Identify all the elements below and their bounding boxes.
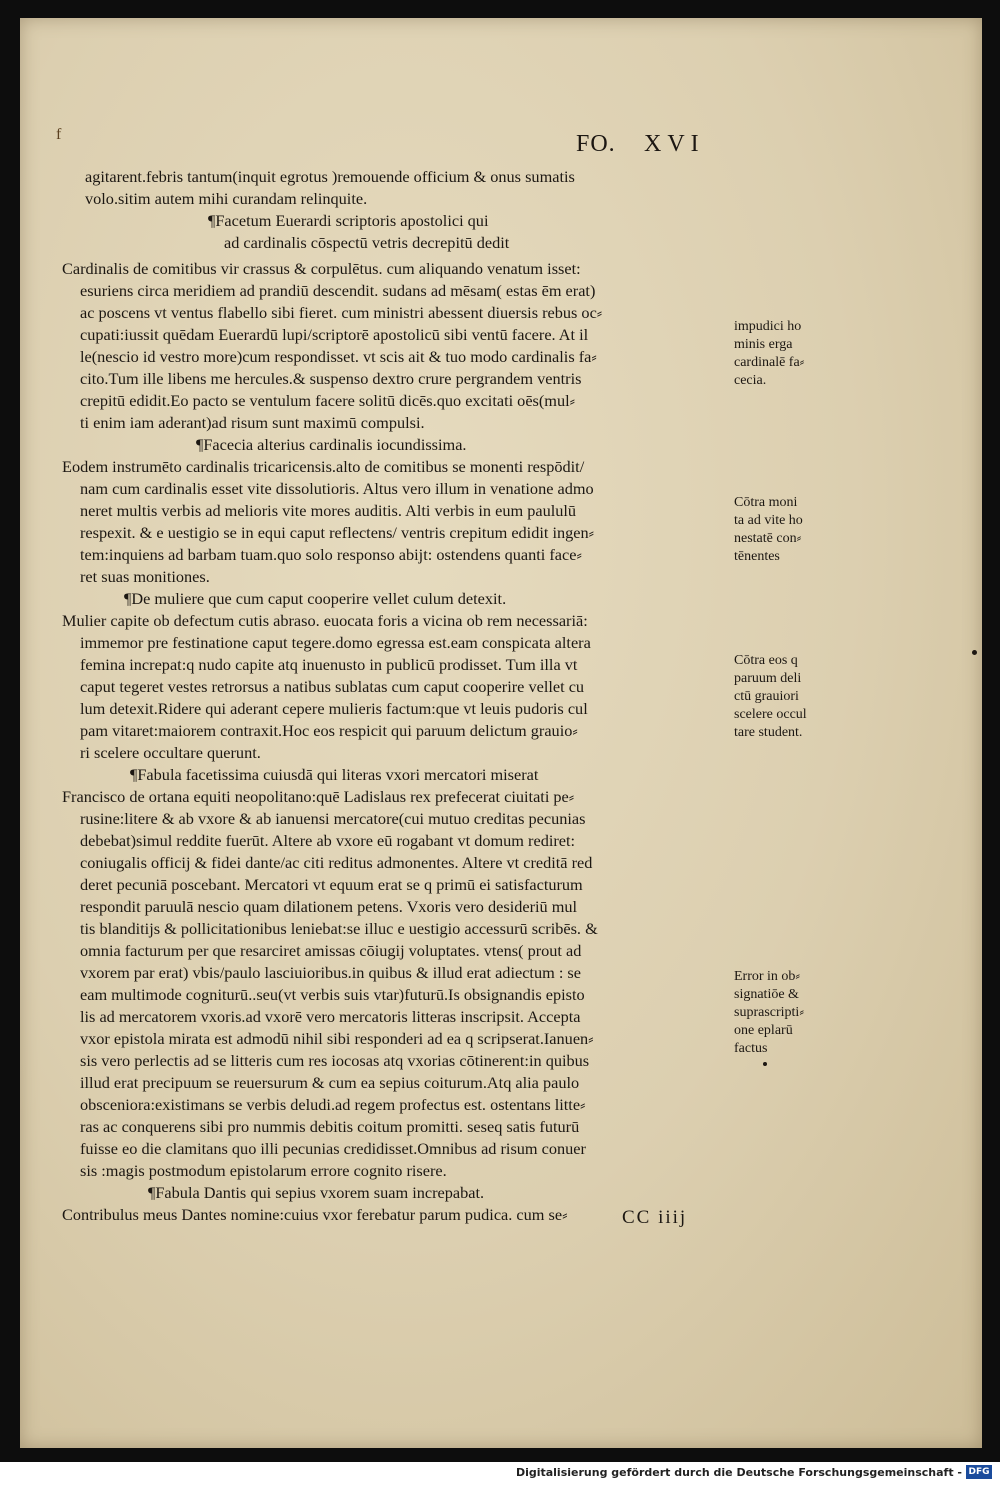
text-line: pam vitaret:maiorem contraxit.Hoc eos respicit qui paruum delictum grauio⸗ (80, 721, 578, 740)
text-line: lum detexit.Ridere qui aderant cepere mulieris factum:que vt leuis pudoris cul (80, 699, 588, 718)
margin-note-line: signatiōe & (734, 987, 799, 1002)
text-line: ¶Facetum Euerardi scriptoris apostolici qui (208, 211, 489, 230)
text-line: vxor epistola mirata est admodū nihil sibi responderi ad ea q scripserat.Ianuen⸗ (80, 1029, 594, 1048)
margin-note-line: paruum deli (734, 671, 802, 686)
text-line: caput tegeret vestes retrorsus a natibus sublatas cum caput cooperire vellet cu (80, 677, 585, 696)
text-line: deret pecuniā poscebant. Mercatori vt equum erat se q primū ei satisfacturum (80, 875, 583, 894)
text-line: respondit paruulā nescio quam dilationem petens. Vxoris vero desideriū mul (80, 897, 578, 916)
margin-note-line: tēnentes (734, 549, 780, 564)
page-mark: f (56, 126, 62, 143)
margin-note-line: Cōtra moni (734, 495, 798, 510)
text-line: sis :magis postmodum epistolarum errore cognito risere. (80, 1161, 447, 1180)
text-line: fuisse eo die clamitans quo illi pecunias credidisset.Omnibus ad risum conuer (80, 1139, 586, 1158)
text-line: debebat)simul reddite fuerūt. Altere ab vxore eū rogabant vt domum rediret: (80, 831, 576, 850)
folio-label: FO. (576, 131, 616, 157)
text-line: cupati:iussit quēdam Euerardū lupi/scriptorē apostolicū sibi ventū facere. At il (80, 325, 589, 344)
text-line: cito.Tum ille libens me hercules.& suspenso dextro crure pergrandem ventris (80, 369, 582, 388)
text-line: sis vero perlectis ad se litteris cum res iocosas atq vxorias cōtinerent:in quibus (80, 1051, 590, 1070)
text-line: ¶Facecia alterius cardinalis iocundissima. (196, 435, 467, 454)
margin-note-line: minis erga (734, 337, 793, 352)
margin-note (734, 494, 834, 566)
margin-note-line: ctū grauiori (734, 689, 799, 704)
text-line: vxorem par erat) vbis/paulo lasciuioribus.in quibus & illud erat adiectum : se (80, 963, 581, 982)
folio-number: XVI (644, 131, 705, 157)
text-line: ¶Fabula facetissima cuiusdā qui literas vxori mercatori miserat (130, 765, 539, 784)
text-line: tem:inquiens ad barbam tuam.quo solo responso abijt: ostendens quanti face⸗ (80, 545, 582, 564)
text-line: ¶Fabula Dantis qui sepius vxorem suam increpabat. (148, 1183, 485, 1202)
margin-note-line: ta ad vite ho (734, 513, 803, 528)
margin-note-line: impudici ho (734, 319, 802, 334)
margin-note-line: suprascripti⸗ (734, 1005, 804, 1020)
ink-spot (763, 1062, 767, 1066)
margin-note-line: scelere occul (734, 707, 807, 722)
text-line: Eodem instrumēto cardinalis tricaricensis.alto de comitibus se monenti respōdit/ (62, 457, 585, 476)
text-line: ras ac conquerens sibi pro nummis debitis coitum promitti. seseq satis futurū (80, 1117, 580, 1136)
text-line: femina increpat:q nudo capite atq inuenusto in publicū prodisset. Tum illa vt (80, 655, 578, 674)
text-line: coniugalis officij & fidei dante/ac citi reditus admonentes. Altere vt creditā red (80, 853, 593, 872)
text-line: nam cum cardinalis esset vite dissolutioris. Altus vero illum in venatione admo (80, 479, 594, 498)
text-line: obsceniora:existimans se verbis deludi.ad regem profectus est. ostentans litte⸗ (80, 1095, 586, 1114)
margin-note-line: nestatē con⸗ (734, 531, 802, 546)
margin-note (734, 318, 834, 390)
text-line: Contribulus meus Dantes nomine:cuius vxor ferebatur parum pudica. cum se⸗ (62, 1205, 568, 1224)
text-line: ac poscens vt ventus flabello sibi fieret. cum ministri abessent diuersis rebus oc⸗ (80, 303, 603, 322)
text-line: volo.sitim autem mihi curandam relinquite. (85, 189, 368, 208)
text-line: Mulier capite ob defectum cutis abraso. euocata foris a vicina ob rem necessariā: (62, 611, 588, 630)
text-line: ret suas monitiones. (80, 567, 210, 586)
text-line: immemor pre festinatione caput tegere.domo egressa est.eam conspicata altera (80, 633, 591, 652)
text-line: omnia facturum per que resarciret amissas cōiugij voluptates. vtens( prout ad (80, 941, 582, 960)
margin-note-line: factus (734, 1041, 768, 1056)
text-line: Francisco de ortana equiti neopolitano:quē Ladislaus rex prefecerat ciuitati pe⸗ (62, 787, 575, 806)
text-line: crepitū edidit.Eo pacto se ventulum facere solitū dicēs.quo excitati oēs(mul⸗ (80, 391, 576, 410)
margin-note-line: Cōtra eos q (734, 653, 798, 668)
margin-note-line: cardinalē fa⸗ (734, 355, 805, 370)
margin-note-line: tare student. (734, 725, 803, 740)
text-line: tis blanditijs & pollicitationibus leniebat:se illuc e uestigio accessurū scribēs. & (80, 919, 598, 938)
dfg-logo: DFG (966, 1465, 992, 1479)
text-line: illud erat precipuum se reuersurum & cum ea sepius coiturum.Atq alia paulo (80, 1073, 580, 1092)
signature-mark: CC iiij (622, 1207, 688, 1228)
text-line: respexit. & e uestigio se in equi caput reflectens/ ventris crepitum edidit ingen⸗ (80, 523, 595, 542)
text-line: rusine:litere & ab vxore & ab ianuensi mercatore(cui mutuo creditas pecunias (80, 809, 586, 828)
text-line: ad cardinalis cōspectū vetris decrepitū dedit (224, 233, 510, 252)
margin-note-line: one eplarū (734, 1023, 793, 1038)
text-line: le(nescio id vestro more)cum respondisset. vt scis ait & tuo modo cardinalis fa⸗ (80, 347, 597, 366)
ink-spot (972, 650, 977, 655)
text-line: ¶De muliere que cum caput cooperire vellet culum detexit. (124, 589, 507, 608)
margin-note-line: cecia. (734, 373, 767, 388)
text-line: ri scelere occultare querunt. (80, 743, 261, 762)
text-line: ti enim iam aderant)ad risum sunt maximū compulsi. (80, 413, 425, 432)
footer-credit: Digitalisierung gefördert durch die Deutsche Forschungsgemeinschaft - (515, 1466, 962, 1479)
text-line: esuriens circa meridiem ad prandiū descendit. sudans ad mēsam( estas ēm erat) (80, 281, 596, 300)
margin-note (734, 652, 834, 742)
margin-note-line: Error in ob⸗ (734, 969, 801, 984)
text-line: agitarent.febris tantum(inquit egrotus )remouende officium & onus sumatis (85, 167, 575, 186)
text-line: lis ad mercatorem vxoris.ad vxorē vero mercatoris litteras inscripsit. Accepta (80, 1007, 581, 1026)
margin-note (734, 968, 834, 1058)
text-line: neret multis verbis ad melioris vite mores auditis. Alti verbis in eum paululū (80, 501, 577, 520)
text-line: Cardinalis de comitibus vir crassus & corpulētus. cum aliquando venatum isset: (62, 259, 581, 278)
text-line: eam multimode cogniturū..seu(vt verbis suis vtar)futurū.Is obsignandis episto (80, 985, 585, 1004)
